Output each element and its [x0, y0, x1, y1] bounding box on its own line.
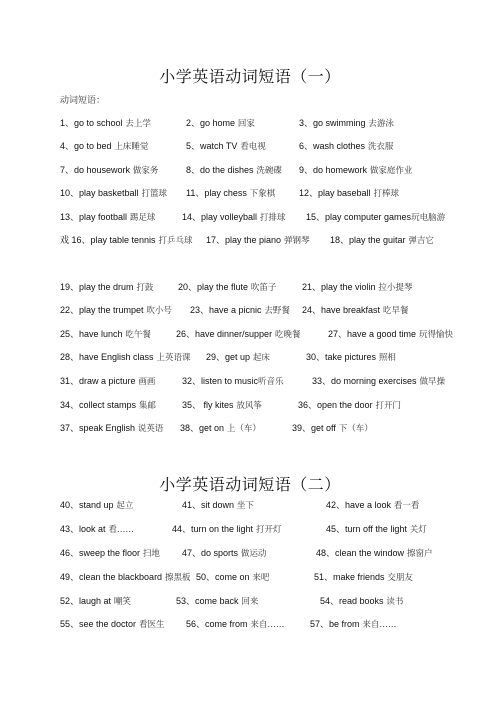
phrase-row [0, 327, 500, 341]
phrase-item: 28、have English class 上英语课 [60, 352, 191, 363]
phrase-item: 32、listen to music听音乐 [182, 376, 284, 387]
phrase-item: 37、speak English 说英语 [60, 423, 164, 434]
phrase-row [0, 522, 500, 536]
phrase-row [0, 303, 500, 317]
phrase-item: 4、go to bed 上床睡觉 [60, 141, 149, 152]
phrase-item: 11、play chess 下象棋 [186, 188, 276, 199]
phrase-item: 7、do housework 做家务 [60, 165, 159, 176]
phrase-item: 41、sit down 坐下 [182, 500, 254, 511]
phrase-item: 51、make friends 交朋友 [314, 572, 413, 583]
phrase-item: 21、play the violin 拉小提琴 [302, 282, 413, 293]
phrase-item: 戏 16、play table tennis 打乒乓球 [60, 235, 193, 246]
phrase-item: 1、go to school 去上学 [60, 118, 151, 129]
phrase-row [0, 163, 500, 177]
phrase-item: 43、look at 看…… [60, 524, 134, 535]
phrase-item: 27、have a good time 玩得愉快 [328, 329, 453, 340]
phrase-item: 42、have a look 看一看 [326, 500, 420, 511]
phrase-item: 44、turn on the light 打开灯 [172, 524, 282, 535]
phrase-item: 38、get on 上（车） [180, 423, 261, 434]
phrase-item: 30、take pictures 照相 [306, 352, 396, 363]
phrase-row [0, 617, 500, 631]
phrase-item: 25、have lunch 吃午餐 [60, 329, 151, 340]
phrase-row [0, 186, 500, 200]
phrase-item: 34、collect stamps 集邮 [60, 400, 156, 411]
phrase-item: 3、go swimming 去游泳 [299, 118, 394, 129]
phrase-item: 57、be from 来自…… [310, 619, 397, 630]
section1-title: 小学英语动词短语（一） [159, 67, 341, 86]
phrase-item: 24、have breakfast 吃早餐 [302, 305, 409, 316]
phrase-row [0, 116, 500, 130]
phrase-item: 52、laugh at 嘲笑 [60, 596, 131, 607]
phrase-row [0, 498, 500, 512]
phrase-item: 19、play the drum 打鼓 [60, 282, 154, 293]
phrase-item: 39、get off 下（车） [292, 423, 373, 434]
phrase-item: 36、open the door 打开门 [298, 400, 401, 411]
phrase-item: 53、come back 回来 [176, 596, 259, 607]
phrase-item: 55、see the doctor 看医生 [60, 619, 165, 630]
phrase-item: 48、clean the window 擦窗户 [316, 548, 433, 559]
phrase-item: 22、play the trumpet 吹小号 [60, 305, 172, 316]
phrase-item: 15、play computer games玩电脑游 [306, 212, 446, 223]
phrase-item: 50、come on 来吧 [196, 572, 270, 583]
phrase-item: 49、clean the blackboard 擦黑板 [60, 572, 191, 583]
phrase-item: 23、have a picnic 去野餐 [190, 305, 290, 316]
phrase-item: 45、turn off the light 关灯 [326, 524, 427, 535]
phrase-item: 26、have dinner/supper 吃晚餐 [176, 329, 301, 340]
phrase-item: 6、wash clothes 洗衣服 [299, 141, 394, 152]
phrase-item: 10、play basketball 打篮球 [60, 188, 167, 199]
phrase-item: 5、watch TV 看电视 [186, 141, 266, 152]
section2-title: 小学英语动词短语（二） [159, 475, 341, 494]
phrase-row [0, 280, 500, 294]
phrase-row [0, 594, 500, 608]
phrase-item: 54、read books 读书 [320, 596, 404, 607]
phrase-row [0, 233, 500, 247]
phrase-item: 31、draw a picture 画画 [60, 376, 156, 387]
phrase-item: 9、do homework 做家庭作业 [299, 165, 413, 176]
phrase-item: 56、come from 来自…… [186, 619, 285, 630]
subtitle-verb-phrases: 动词短语： [60, 96, 106, 106]
phrase-item: 2、go home 回家 [186, 118, 255, 129]
phrase-item: 17、play the piano 弹钢琴 [206, 235, 310, 246]
phrase-item: 46、sweep the floor 扫地 [60, 548, 160, 559]
phrase-item: 18、play the guitar 弹吉它 [330, 235, 434, 246]
phrase-row [0, 570, 500, 584]
phrase-item: 33、do morning exercises 做早操 [312, 376, 445, 387]
phrase-item: 8、do the dishes 洗碗碟 [186, 165, 282, 176]
phrase-item: 20、play the flute 吹笛子 [178, 282, 277, 293]
phrase-row [0, 398, 500, 412]
phrase-item: 29、get up 起床 [206, 352, 270, 363]
phrase-item: 14、play volleyball 打排球 [182, 212, 286, 223]
phrase-row [0, 210, 500, 224]
phrase-item: 13、play football 踢足球 [60, 212, 156, 223]
phrase-row [0, 374, 500, 388]
phrase-row [0, 546, 500, 560]
phrase-item: 35、 fly kites 放风筝 [182, 400, 262, 411]
phrase-item: 47、do sports 做运动 [182, 548, 267, 559]
phrase-item: 40、stand up 起立 [60, 500, 134, 511]
phrase-row [0, 139, 500, 153]
phrase-item: 12、play baseball 打棒球 [299, 188, 399, 199]
phrase-row [0, 421, 500, 435]
phrase-row [0, 350, 500, 364]
